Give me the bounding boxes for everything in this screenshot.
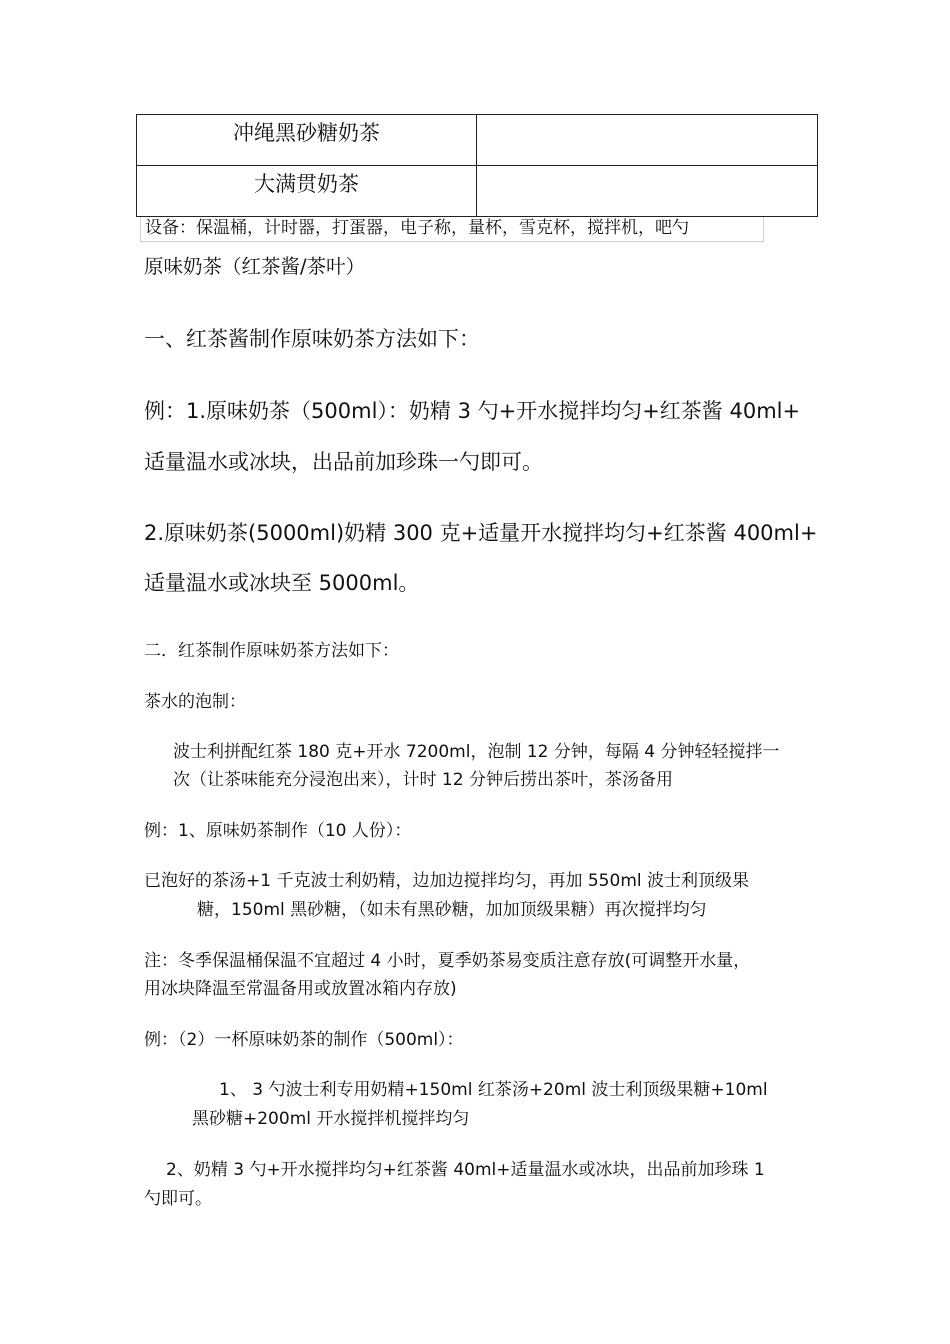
note-line2: 用冰块降温至常温备用或放置冰箱内存放) [144, 979, 457, 999]
table-cell-name: 冲绳黑砂糖奶茶 [137, 115, 477, 166]
section1-example2-line1: 2.原味奶茶(5000ml)奶精 300 克+适量开水搅拌均匀+红茶酱 400ml+ [144, 521, 818, 545]
example2-item1-line1: 1、 3 勺波士利专用奶精+150ml 红茶汤+20ml 波士利顶级果糖+10ml [219, 1080, 768, 1100]
section1-heading: 一、红茶酱制作原味奶茶方法如下： [144, 327, 480, 351]
table-cell-value [477, 166, 818, 217]
brew-line2: 次（让茶味能充分浸泡出来），计时 12 分钟后捞出茶叶，茶汤备用 [173, 770, 673, 790]
example2-item1-line2: 黑砂糖+200ml 开水搅拌机搅拌均匀 [192, 1109, 470, 1129]
table-row [137, 115, 818, 166]
example1-line1: 已泡好的茶汤+1 千克波士利奶精，边加边搅拌均匀，再加 550ml 波士利顶级果 [144, 871, 750, 891]
tea-menu-table [136, 114, 818, 217]
table-cell-name: 大满贯奶茶 [137, 166, 477, 217]
table-cell-value [477, 115, 818, 166]
example1-label: 例：1、原味奶茶制作（10 人份）： [144, 821, 412, 841]
document-title: 原味奶茶（红茶酱/茶叶） [144, 255, 366, 278]
example2-label: 例：（2）一杯原味奶茶的制作（500ml）： [144, 1030, 464, 1050]
brew-label: 茶水的泡制： [144, 692, 246, 712]
section1-example1-line2: 适量温水或冰块，出品前加珍珠一勺即可。 [144, 450, 543, 474]
table-row [137, 166, 818, 217]
section1-example2-line2: 适量温水或冰块至 5000ml。 [144, 571, 420, 595]
equipment-line: 设备：保温桶，计时器，打蛋器，电子称，量杯，雪克杯，搅拌机，吧勺 [140, 217, 764, 242]
section2-heading: 二．红茶制作原味奶茶方法如下： [144, 641, 399, 661]
example1-line2: 糖，150ml 黑砂糖，（如未有黑砂糖，加加顶级果糖）再次搅拌均匀 [197, 900, 707, 920]
example2-item2-line1: 2、奶精 3 勺+开水搅拌均匀+红茶酱 40ml+适量温水或冰块，出品前加珍珠 1 [166, 1160, 765, 1180]
section1-example1-line1: 例：1.原味奶茶（500ml）：奶精 3 勺+开水搅拌均匀+红茶酱 40ml+ [144, 399, 801, 423]
example2-item2-line2: 勺即可。 [144, 1189, 212, 1209]
brew-line1: 波士利拼配红茶 180 克+开水 7200ml，泡制 12 分钟，每隔 4 分钟轻轻搅拌一 [173, 742, 780, 762]
note-line1: 注：冬季保温桶保温不宜超过 4 小时，夏季奶茶易变质注意存放(可调整开水量， [144, 951, 751, 971]
